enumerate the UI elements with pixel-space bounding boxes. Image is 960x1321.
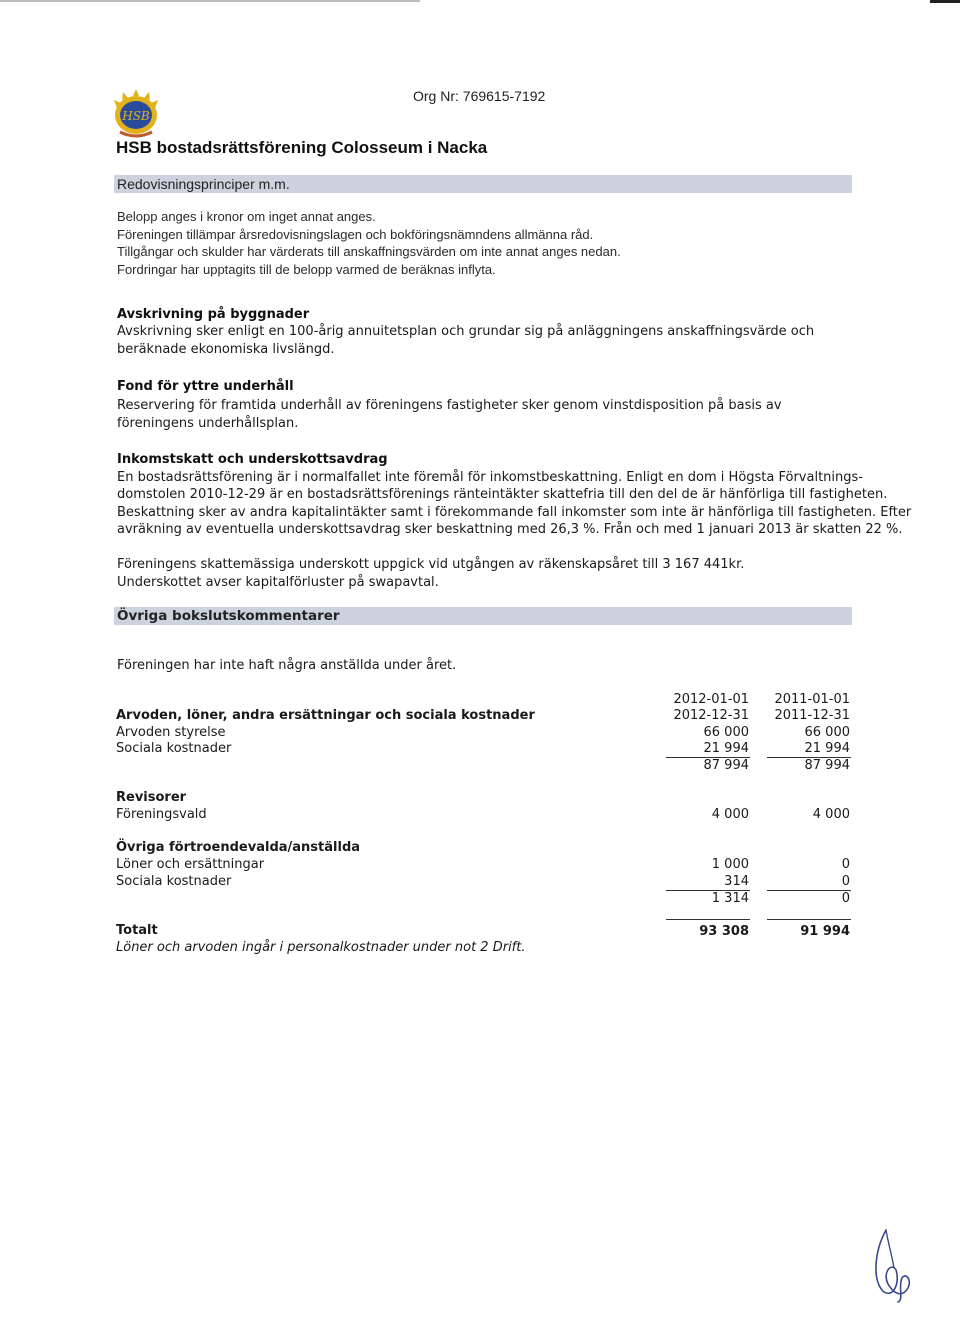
skatt-heading: Inkomstskatt och underskottsavdrag [117,452,388,467]
section-heading: Övriga bokslutskommentarer [117,608,340,624]
handwritten-initials [868,1222,918,1304]
sum-value-2011: 87 994 [804,758,850,773]
row-label: Föreningsvald [116,807,207,822]
sum-value-2011: 0 [841,891,850,906]
arvoden-heading: Arvoden, löner, andra ersättningar och sociala kostnader [116,708,535,723]
row-value-2011: 0 [841,874,850,889]
section-heading-bar [114,175,852,193]
fond-text: Reservering för framtida underhåll av föreningens fastigheter sker genom vinstdisposition på basis av föreningens underhållsplan. [117,398,782,431]
intro-text [117,208,621,278]
skatt-line: domstolen 2010-12-29 är en bostadsrättsförenings ränteintäkter skattefria till den del de är hänförliga till fastigheten. [117,487,888,502]
sum-rule [767,890,851,891]
row-value-2012: 4 000 [711,807,749,822]
skatt-line: avräkning av eventuella underskottsavdrag sker beskattning med 26,3 %. Från och med 1 januari 2013 är skatten 22 %. [117,522,903,537]
row-value-2011: 21 994 [804,741,850,756]
total-rule [666,919,750,920]
sum-value-2012: 87 994 [703,758,749,773]
period-to-2012: 2012-12-31 [673,708,749,723]
total-note: Löner och arvoden ingår i personalkostnader under not 2 Drift. [116,940,526,955]
svg-text:HSB: HSB [122,109,150,123]
section-heading-bar [114,607,852,625]
total-value-2012: 93 308 [699,924,749,939]
avskrivning-heading: Avskrivning på byggnader [117,307,310,322]
total-rule [767,919,851,920]
row-label: Löner och ersättningar [116,857,265,872]
row-label: Arvoden styrelse [116,725,226,740]
sum-value-2012: 1 314 [711,891,749,906]
row-value-2012: 314 [724,874,749,889]
intro-line: Belopp anges i kronor om inget annat anges. [117,209,376,224]
row-value-2012: 21 994 [703,741,749,756]
row-value-2011: 4 000 [812,807,850,822]
row-value-2012: 66 000 [703,725,749,740]
row-value-2011: 0 [841,857,850,872]
document-title: HSB bostadsrättsförening Colosseum i Nacka [116,138,488,157]
total-value-2011: 91 994 [800,924,850,939]
anstallda-text: Föreningen har inte haft några anställda under året. [117,658,457,673]
period-to-2011: 2011-12-31 [774,708,850,723]
skatt-line: Beskattning sker av andra kapitalintäkter samt i förekommande fall inkomster som inte är hänförliga till fastigheten. Efter [117,505,912,520]
avskrivning-text: Avskrivning sker enligt en 100-årig annuitetsplan och grundar sig på anläggningens anskaffningsvärde och beräknade ekonomiska livslängd. [117,324,815,357]
period-from-2011: 2011-01-01 [774,692,850,707]
skatt-line: En bostadsrättsförening är i normalfallet inte föremål för inkomstbeskattning. Enligt en dom i Högsta Förvaltnings- [117,470,863,485]
org-number: Org Nr: 769615-7192 [413,88,546,104]
underskott-text: Föreningens skattemässiga underskott uppgick vid utgången av räkenskapsåret till 3 167 441kr. Underskottet avser kapitalförluster på swapavtal. [117,557,745,590]
scan-edge [0,0,960,3]
fond-heading: Fond för yttre underhåll [117,379,294,394]
row-label: Sociala kostnader [116,741,232,756]
row-label: Sociala kostnader [116,874,232,889]
ovriga-heading: Övriga förtroendevalda/anställda [116,840,361,855]
period-from-2012: 2012-01-01 [673,692,749,707]
total-label: Totalt [116,923,158,938]
hsb-logo-icon [108,88,164,138]
row-value-2011: 66 000 [804,725,850,740]
financial-table [116,690,856,955]
intro-line: Föreningen tillämpar årsredovisningslagen och bokföringsnämndens allmänna råd. [117,226,594,242]
section-heading: Redovisningsprinciper m.m. [117,176,290,192]
intro-line: Tillgångar och skulder har värderats till anskaffningsvärden om inte annat anges nedan. [117,244,621,259]
row-value-2012: 1 000 [711,857,749,872]
revisorer-heading: Revisorer [116,790,187,805]
intro-line: Fordringar har upptagits till de belopp varmed de beräknas inflyta. [117,261,496,277]
